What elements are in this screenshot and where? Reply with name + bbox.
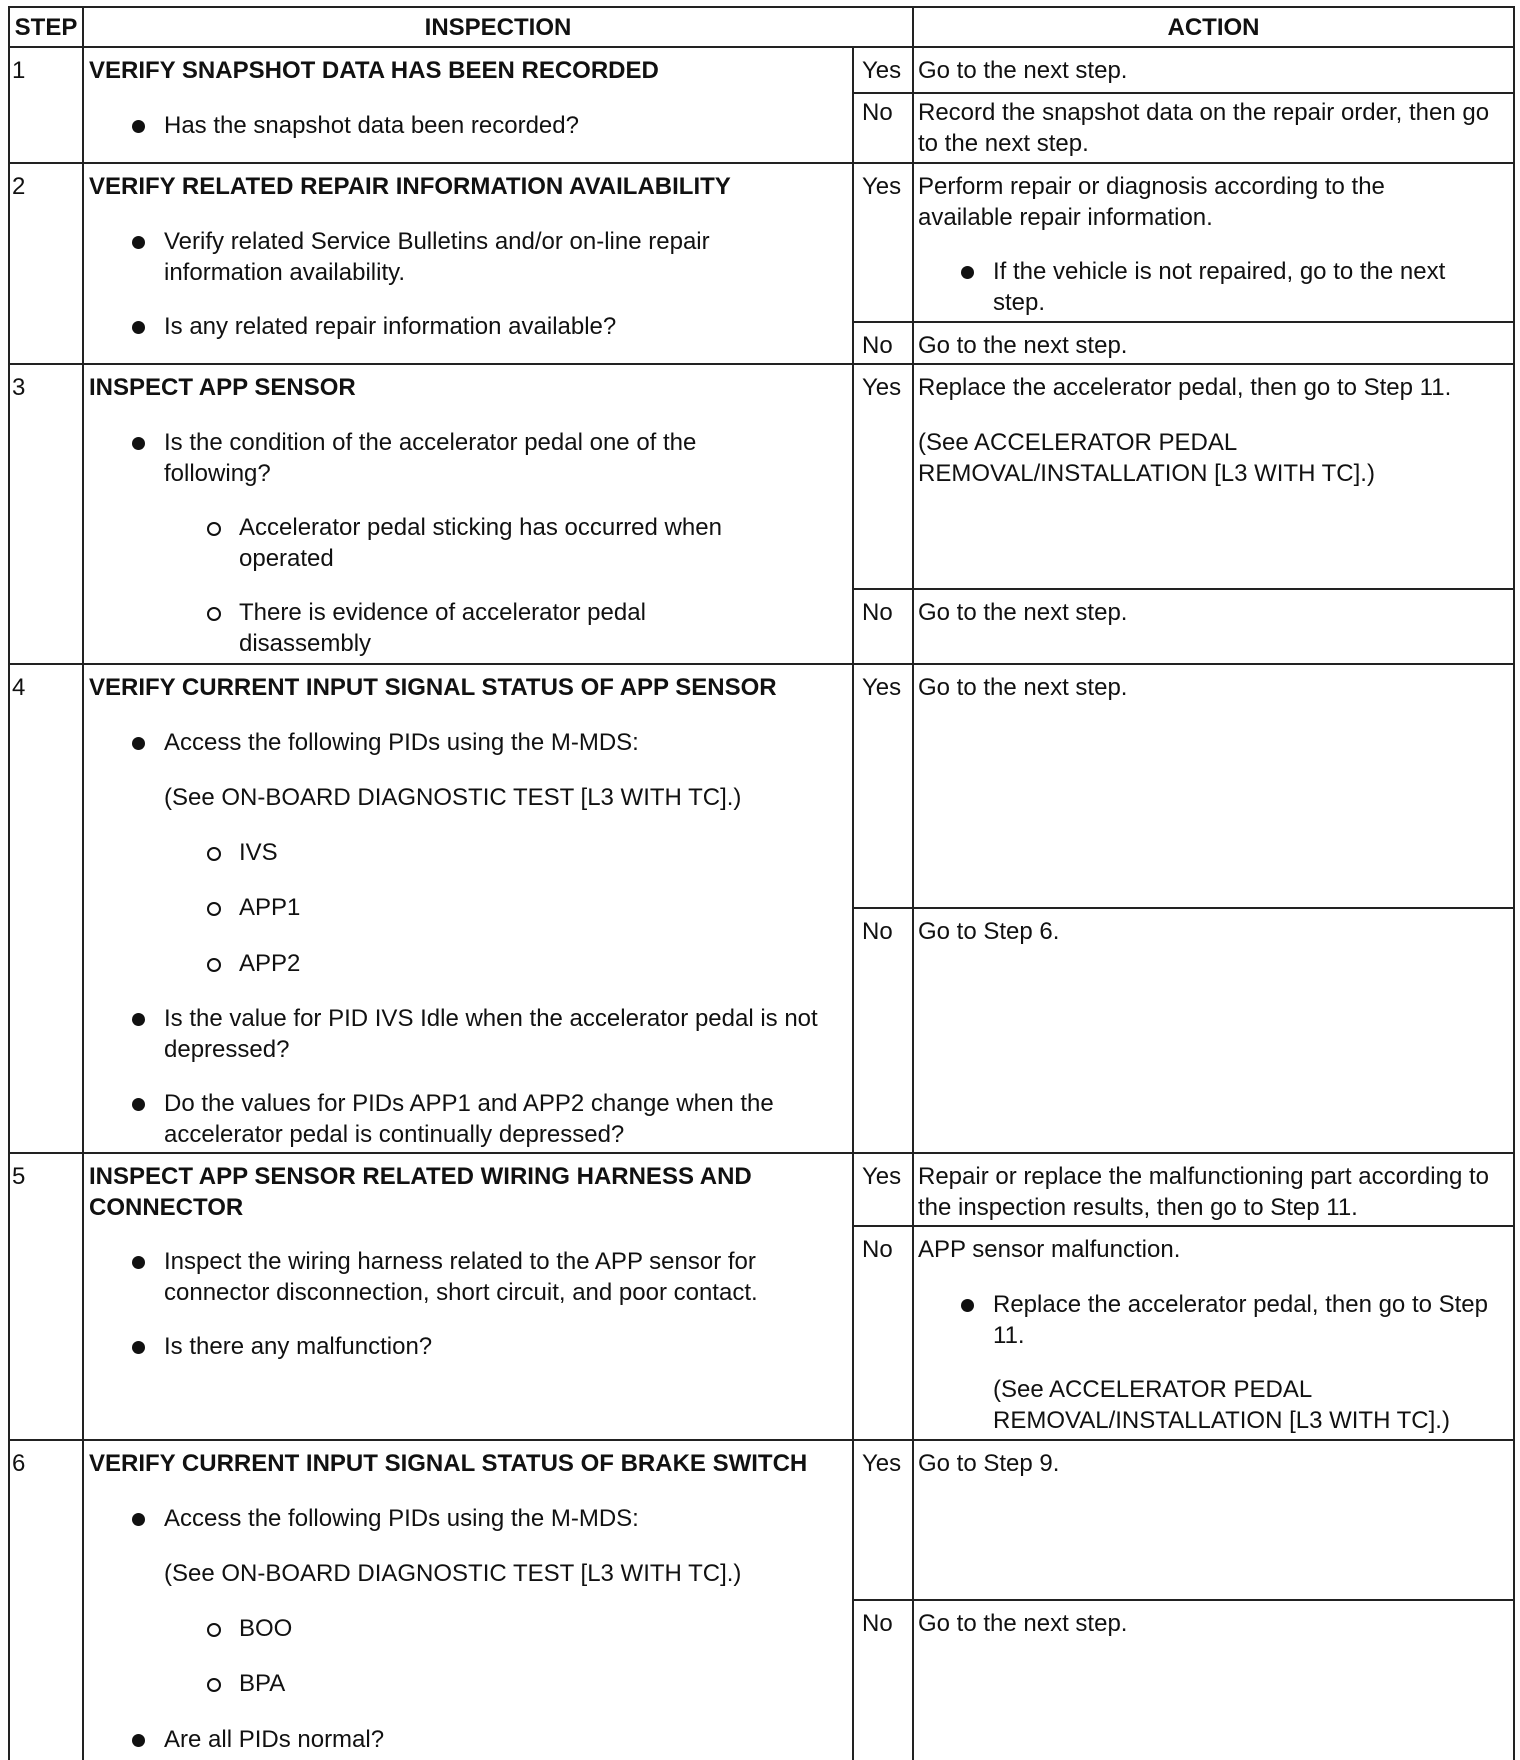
bullet-icon xyxy=(132,1256,145,1269)
inspection-reference: (See ON-BOARD DIAGNOSTIC TEST [L3 WITH TC].) xyxy=(164,784,742,811)
inspection-sub-item: There is evidence of accelerator pedal disassembly xyxy=(239,599,646,657)
yes-action: Perform repair or diagnosis according to the available repair information. xyxy=(918,173,1385,231)
sub-bullet-icon xyxy=(207,1678,221,1692)
column-divider-yesno xyxy=(912,6,914,1760)
no-sub-item: Replace the accelerator pedal, then go to Step 11. xyxy=(993,1291,1488,1349)
step-title: VERIFY CURRENT INPUT SIGNAL STATUS OF BRAKE SWITCH xyxy=(89,1450,808,1477)
no-label: No xyxy=(862,332,893,359)
table-border-left xyxy=(8,6,10,1760)
yes-label: Yes xyxy=(862,57,902,84)
pid-item: BPA xyxy=(239,1670,286,1697)
inspection-item: Is any related repair information available? xyxy=(164,313,617,340)
step-number: 4 xyxy=(12,674,26,701)
no-label: No xyxy=(862,1610,893,1637)
row-divider-1 xyxy=(8,162,1515,164)
yes-label: Yes xyxy=(862,374,902,401)
header-divider xyxy=(8,46,1515,48)
bullet-icon xyxy=(132,236,145,249)
inspection-item: Are all PIDs normal? xyxy=(164,1726,385,1753)
step-title: INSPECT APP SENSOR RELATED WIRING HARNESS AND CONNECTOR xyxy=(89,1163,752,1221)
yes-action: Replace the accelerator pedal, then go to Step 11. xyxy=(918,374,1452,401)
yesno-divider-3 xyxy=(852,588,1515,590)
inspection-item: Verify related Service Bulletins and/or on-line repair information availability. xyxy=(164,228,710,286)
yes-label: Yes xyxy=(862,1163,902,1190)
header-inspection: INSPECTION xyxy=(424,14,572,41)
inspection-item: Is the value for PID IVS Idle when the accelerator pedal is not depressed? xyxy=(164,1005,818,1063)
no-action: Go to the next step. xyxy=(918,599,1128,626)
step-number: 6 xyxy=(12,1450,26,1477)
pid-item: APP2 xyxy=(239,950,301,977)
inspection-item: Is the condition of the accelerator pedal one of the following? xyxy=(164,429,697,487)
bullet-icon xyxy=(132,737,145,750)
pid-item: APP1 xyxy=(239,894,301,921)
step-number: 2 xyxy=(12,173,26,200)
pid-item: IVS xyxy=(239,839,278,866)
yes-action: Go to the next step. xyxy=(918,674,1128,701)
header-step: STEP xyxy=(14,14,78,41)
column-divider-step xyxy=(82,6,84,1760)
table-border-top xyxy=(8,6,1515,8)
inspection-item: Inspect the wiring harness related to the APP sensor for connector disconnection, short circuit, and poor contact. xyxy=(164,1248,758,1306)
row-divider-3 xyxy=(8,663,1515,665)
sub-bullet-icon xyxy=(207,902,221,916)
step-title: VERIFY SNAPSHOT DATA HAS BEEN RECORDED xyxy=(89,57,659,84)
bullet-icon xyxy=(132,1734,145,1747)
yes-reference: (See ACCELERATOR PEDAL REMOVAL/INSTALLATION [L3 WITH TC].) xyxy=(918,429,1375,487)
bullet-icon xyxy=(132,1013,145,1026)
bullet-icon xyxy=(961,266,974,279)
yesno-divider-5 xyxy=(852,1225,1515,1227)
step-number: 3 xyxy=(12,374,26,401)
sub-bullet-icon xyxy=(207,847,221,861)
step-title: VERIFY RELATED REPAIR INFORMATION AVAILABILITY xyxy=(89,173,731,200)
inspection-item: Do the values for PIDs APP1 and APP2 change when the accelerator pedal is continually depressed? xyxy=(164,1090,774,1148)
header-action: ACTION xyxy=(1167,14,1260,41)
no-action: Go to the next step. xyxy=(918,1610,1128,1637)
yes-label: Yes xyxy=(862,173,902,200)
bullet-icon xyxy=(132,1098,145,1111)
step-number: 1 xyxy=(12,57,26,84)
no-action: APP sensor malfunction. xyxy=(918,1236,1181,1263)
row-divider-5 xyxy=(8,1439,1515,1441)
yes-action: Repair or replace the malfunctioning part according to the inspection results, then go to Step 11. xyxy=(918,1163,1489,1221)
yes-action: Go to the next step. xyxy=(918,57,1128,84)
row-divider-4 xyxy=(8,1152,1515,1154)
inspection-item: Is there any malfunction? xyxy=(164,1333,433,1360)
bullet-icon xyxy=(961,1299,974,1312)
step-title: VERIFY CURRENT INPUT SIGNAL STATUS OF APP SENSOR xyxy=(89,674,777,701)
inspection-item: Access the following PIDs using the M-MDS: xyxy=(164,729,639,756)
column-divider-inspection xyxy=(852,46,854,1760)
step-number: 5 xyxy=(12,1163,26,1190)
bullet-icon xyxy=(132,1513,145,1526)
no-action: Go to the next step. xyxy=(918,332,1128,359)
yes-label: Yes xyxy=(862,1450,902,1477)
bullet-icon xyxy=(132,1341,145,1354)
no-label: No xyxy=(862,99,893,126)
yesno-divider-4 xyxy=(852,907,1515,909)
yes-label: Yes xyxy=(862,674,902,701)
sub-bullet-icon xyxy=(207,522,221,536)
bullet-icon xyxy=(132,321,145,334)
yesno-divider-1 xyxy=(852,92,1515,94)
yesno-divider-2 xyxy=(852,321,1515,323)
no-action: Go to Step 6. xyxy=(918,918,1060,945)
inspection-sub-item: Accelerator pedal sticking has occurred when operated xyxy=(239,514,722,572)
sub-bullet-icon xyxy=(207,607,221,621)
row-divider-2 xyxy=(8,363,1515,365)
yes-action: Go to Step 9. xyxy=(918,1450,1060,1477)
inspection-item: Access the following PIDs using the M-MDS: xyxy=(164,1505,639,1532)
pid-item: BOO xyxy=(239,1615,293,1642)
sub-bullet-icon xyxy=(207,958,221,972)
bullet-icon xyxy=(132,437,145,450)
yesno-divider-6 xyxy=(852,1599,1515,1601)
inspection-reference: (See ON-BOARD DIAGNOSTIC TEST [L3 WITH TC].) xyxy=(164,1560,742,1587)
inspection-item: Has the snapshot data been recorded? xyxy=(164,112,579,139)
no-label: No xyxy=(862,918,893,945)
no-label: No xyxy=(862,599,893,626)
sub-bullet-icon xyxy=(207,1623,221,1637)
bullet-icon xyxy=(132,120,145,133)
table-border-right xyxy=(1513,6,1515,1760)
no-action: Record the snapshot data on the repair order, then go to the next step. xyxy=(918,99,1490,157)
yes-sub-item: If the vehicle is not repaired, go to the next step. xyxy=(993,258,1446,316)
step-title: INSPECT APP SENSOR xyxy=(89,374,356,401)
no-reference: (See ACCELERATOR PEDAL REMOVAL/INSTALLATION [L3 WITH TC].) xyxy=(993,1376,1450,1434)
no-label: No xyxy=(862,1236,893,1263)
